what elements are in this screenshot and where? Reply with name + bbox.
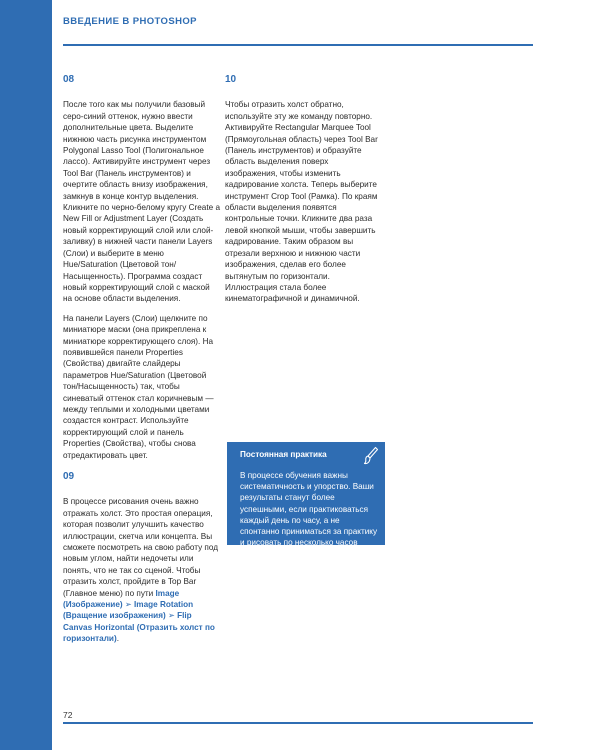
right-column xyxy=(225,74,382,313)
step-10-paragraph: Чтобы отразить холст обратно, используйте эту же команду повторно. Активируйте Rectangular Marquee Tool (Прямоугольная область) через Tool Bar (Панель инструментов) и образуйте область выделения поверх изображения, чтобы изменить кадрирование холста. Теперь выберите инструмент Crop Tool (Рамка). По краям области выделения появятся контрольные точки. Кликните два раза левой кнопкой мыши, чтобы завершить кадрирование. Таким образом вы отрезали верхнюю и нижнюю части изображения, сделав его более вытянутым по горизонтали. Иллюстрация стала более кинематографичной и динамичной. xyxy=(225,100,378,304)
footer-divider xyxy=(63,722,533,724)
left-accent-bar xyxy=(0,0,52,750)
step-09-paragraph xyxy=(63,496,220,644)
tip-title: Постоянная практика xyxy=(240,450,327,459)
brush-icon xyxy=(363,446,379,466)
tip-text: В процессе обучения важны систематичность и упорство. Ваши результаты станут более успешными, если практиковаться каждый день по часу, а не спонтанно приниматься за практику и рисовать по несколько часов кряду. xyxy=(240,471,378,559)
running-title: ВВЕДЕНИЕ В PHOTOSHOP xyxy=(63,16,197,27)
step-08-paragraph-2: На панели Layers (Слои) щелкните по миниатюре маски (она прикреплена к миниатюре корректирующего слоя). На появившейся панели Properties (Свойства) двигайте слайдеры параметров Hue/Saturation (Цветовой тон/Насыщенность) так, чтобы синеватый оттенок стал коричневым — между теплыми и холодными цветами создастся контраст. Используйте корректирующий слой и панель Properties (Свойства), чтобы снова отредактировать цвет. xyxy=(63,313,214,460)
step-number-09: 09 xyxy=(63,471,75,482)
header-divider xyxy=(63,44,533,46)
page-number: 72 xyxy=(63,710,73,720)
step-number-08: 08 xyxy=(63,74,75,85)
left-column xyxy=(63,74,220,653)
step-number-10: 10 xyxy=(225,74,237,85)
step-09-text: В процессе рисования очень важно отражать холст. Это простая операция, которая позволит улучшить качество иллюстрации, скетча или концепта. Вы сможете посмотреть на свою работу под новым углом, найти недочеты или понять, что не так со сценой. Чтобы отразить холст, пройдите в Top Bar (Главное меню) по пути xyxy=(63,497,219,598)
menu-path: Image (Изображение) ➢ Image Rotation (Вращение изображения) ➢ Flip Canvas Horizontal (Отразить холст по горизонтали) xyxy=(63,588,215,644)
step-09-tail: . xyxy=(116,634,119,644)
tip-box xyxy=(227,442,385,559)
step-08-paragraph-1: После того как мы получили базовый серо-синий оттенок, нужно ввести дополнительные цвета. Выделите нижнюю часть рисунка инструментом Polygonal Lasso Tool (Полигональное лассо). Активируйте инструмент через Tool Bar (Панель инструментов) и очертите область внизу изображения, замкнув в конце контур выделения. Кликните по черно-белому кругу Create a New Fill or Adjustment Layer (Создать новый корректирующий слой или слой-заливку) в нижней части панели Layers (Слои) и выберите в меню Hue/Saturation (Цветовой тон/Насыщенность). Программа создаст новый корректирующий слой с маской на основе области выделения. xyxy=(63,100,221,304)
